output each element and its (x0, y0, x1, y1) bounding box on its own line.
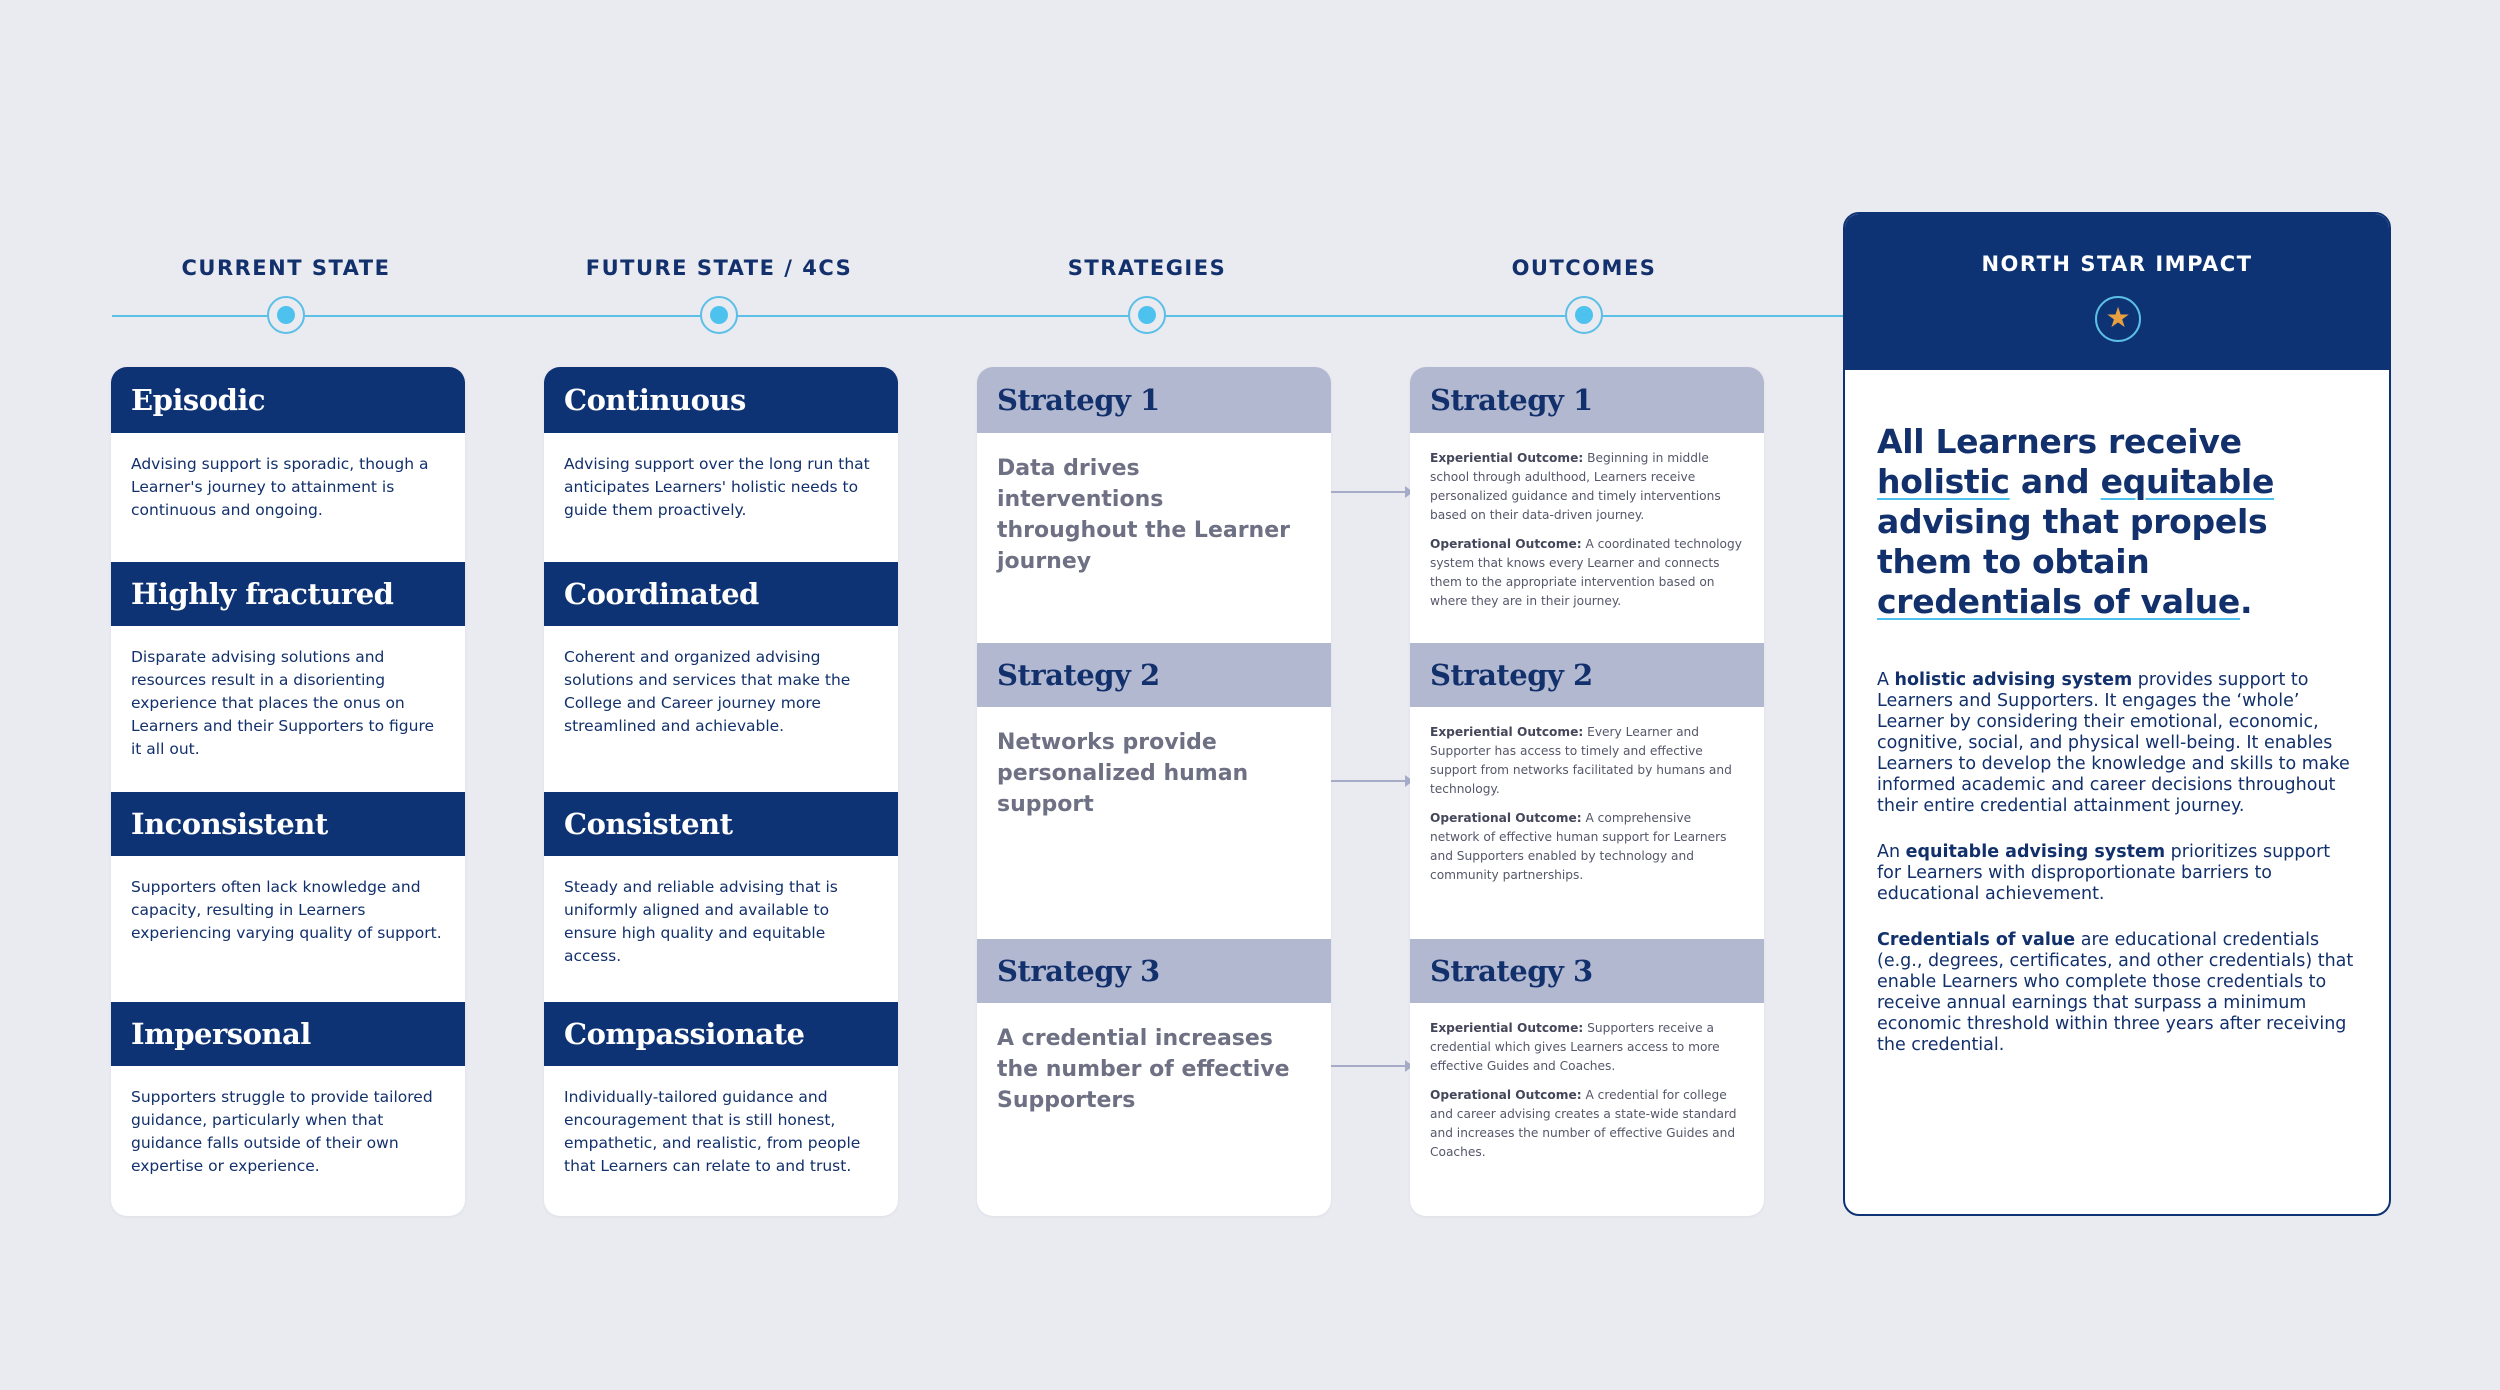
experiential-label: Experiential Outcome: (1430, 451, 1584, 465)
operational-text: A coordinated technology system that knows every Learner and connects them to the appropriate intervention based on where they are in their journey. (1430, 537, 1742, 608)
experiential-text: Beginning in middle school through adulthood, Learners receive personalized guidance and timely interventions based on their data-driven journey. (1430, 451, 1721, 522)
state-title: Compassionate (544, 1002, 898, 1066)
connector-arrow-icon (1331, 780, 1411, 782)
strategies-card (977, 367, 1331, 1216)
current-state-card (111, 367, 465, 1216)
strategy-description: Data drives interventions throughout the Learner journey (997, 456, 1290, 574)
state-description: Supporters struggle to provide tailored guidance, particularly when that guidance falls outside of their own expertise or experience. (131, 1088, 433, 1175)
operational-text: A comprehensive network of effective human support for Learners and Supporters enabled by technology and community partnerships. (1430, 811, 1727, 882)
headline-credentials: credentials of value (1877, 582, 2240, 621)
outcome-body (1410, 1003, 1764, 1216)
column-header-outcomes: OUTCOMES (1511, 256, 1657, 280)
state-title: Consistent (544, 792, 898, 856)
column-header-future-state: FUTURE STATE / 4CS (585, 256, 853, 280)
north-star-panel (1843, 212, 2391, 1216)
state-title: Continuous (544, 367, 898, 433)
north-star-headline (1877, 422, 2357, 622)
headline-text: and (2009, 462, 2101, 501)
headline-text: All Learners receive (1877, 422, 2242, 461)
state-title: Coordinated (544, 562, 898, 626)
state-title: Highly fractured (111, 562, 465, 626)
timeline-node-icon (1565, 296, 1603, 334)
column-header-current-state: CURRENT STATE (181, 256, 391, 280)
state-description: Advising support over the long run that anticipates Learners' holistic needs to guide them proactively. (564, 455, 870, 519)
definition-text: A (1877, 670, 1895, 690)
state-description: Supporters often lack knowledge and capacity, resulting in Learners experiencing varying quality of support. (131, 878, 442, 942)
strategy-title: Strategy 1 (977, 367, 1331, 433)
strategy-title: Strategy 3 (977, 939, 1331, 1003)
headline-text: advising that propels them to obtain (1877, 502, 2268, 581)
timeline-node-icon (267, 296, 305, 334)
definition-text: provides support to Learners and Supporters. It engages the ‘whole’ Learner by considering their emotional, economic, cognitive, social, and physical well-being. It enables Learners to develop the knowledge and skills to make informed academic and career decisions throughout their entire credential attainment journey. (1877, 670, 2350, 816)
state-description: Coherent and organized advising solutions and services that make the College and Career journey more streamlined and achievable. (564, 648, 851, 735)
strategy-title: Strategy 2 (977, 643, 1331, 707)
north-star-header (1845, 214, 2389, 370)
headline-equitable: equitable (2100, 462, 2275, 501)
outcome-body (1410, 707, 1764, 939)
outcome-title: Strategy 1 (1410, 367, 1764, 433)
definition-term: holistic advising system (1894, 670, 2133, 690)
strategy-description: A credential increases the number of effective Supporters (997, 1026, 1290, 1113)
connector-arrow-icon (1331, 1065, 1411, 1067)
column-header-strategies: STRATEGIES (1067, 256, 1227, 280)
definition-holistic (1877, 670, 2357, 817)
connector-arrow-icon (1331, 491, 1411, 493)
strategy-description: Networks provide personalized human support (997, 730, 1249, 817)
state-title: Episodic (111, 367, 465, 433)
operational-text: A credential for college and career advising creates a state-wide standard and increases the number of effective Guides and Coaches. (1430, 1088, 1737, 1159)
timeline-node-icon (1128, 296, 1166, 334)
operational-label: Operational Outcome: (1430, 811, 1582, 825)
definition-term: equitable advising system (1905, 842, 2166, 862)
state-description: Steady and reliable advising that is uniformly aligned and available to ensure high quality and equitable access. (564, 878, 838, 965)
timeline-line (112, 315, 2112, 317)
star-icon: ★ (2095, 296, 2141, 342)
state-description: Advising support is sporadic, though a Learner's journey to attainment is continuous and ongoing. (131, 455, 429, 519)
operational-label: Operational Outcome: (1430, 1088, 1582, 1102)
state-description: Disparate advising solutions and resources result in a disorienting experience that places the onus on Learners and their Supporters to figure it all out. (131, 648, 435, 758)
outcome-title: Strategy 3 (1410, 939, 1764, 1003)
operational-label: Operational Outcome: (1430, 537, 1582, 551)
future-state-card (544, 367, 898, 1216)
state-title: Inconsistent (111, 792, 465, 856)
headline-text: . (2240, 582, 2253, 621)
experiential-label: Experiential Outcome: (1430, 725, 1584, 739)
timeline-node-icon (700, 296, 738, 334)
outcomes-card (1410, 367, 1764, 1216)
experiential-text: Supporters receive a credential which gives Learners access to more effective Guides and Coaches. (1430, 1021, 1720, 1073)
definition-equitable (1877, 842, 2357, 905)
definition-text: are educational credentials (e.g., degrees, certificates, and other credentials) that enable Learners who complete those credentials to receive annual earnings that surpass a minimum economic threshold within three years after receiving the credential. (1877, 930, 2354, 1055)
state-title: Impersonal (111, 1002, 465, 1066)
definition-term: Credentials of value (1877, 930, 2076, 950)
outcome-body (1410, 433, 1764, 643)
definition-text: An (1877, 842, 1906, 862)
headline-holistic: holistic (1877, 462, 2010, 501)
experiential-label: Experiential Outcome: (1430, 1021, 1584, 1035)
outcome-title: Strategy 2 (1410, 643, 1764, 707)
column-header-north-star: NORTH STAR IMPACT (1981, 252, 2253, 276)
experiential-text: Every Learner and Supporter has access to timely and effective support from networks facilitated by humans and technology. (1430, 725, 1732, 796)
definition-credentials (1877, 930, 2357, 1056)
definition-text: prioritizes support for Learners with disproportionate barriers to educational achievement. (1877, 842, 2331, 904)
north-star-body (1845, 370, 2389, 1056)
state-description: Individually-tailored guidance and encouragement that is still honest, empathetic, and realistic, from people that Learners can relate to and trust. (564, 1088, 861, 1175)
